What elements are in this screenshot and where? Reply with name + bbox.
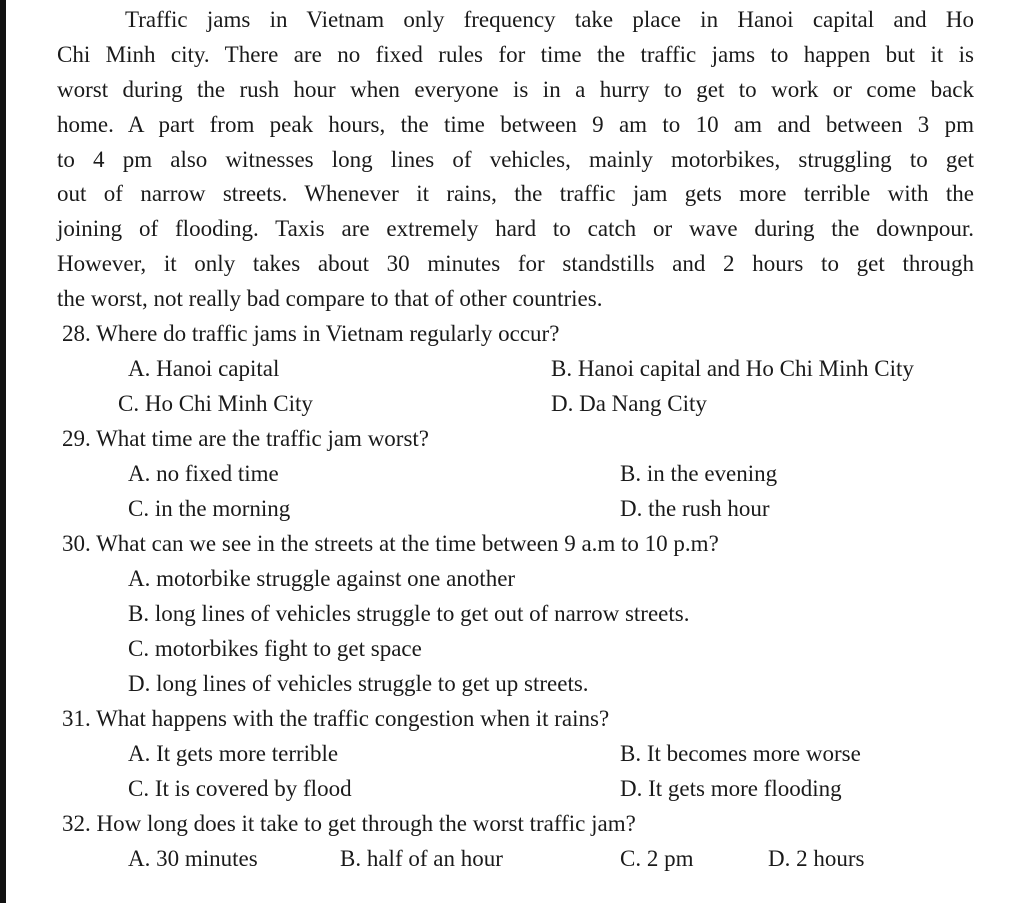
option-b: B. Hanoi capital and Ho Chi Minh City	[551, 356, 914, 381]
passage-line: joining of flooding. Taxis are extremely hard to catch or wave during the downpour.	[57, 216, 974, 241]
option-b: B. half of an hour	[340, 846, 503, 871]
option-b: B. in the evening	[620, 461, 778, 486]
left-edge-shadow	[0, 0, 6, 903]
passage-line: worst during the rush hour when everyone is in a hurry to get to work or come back	[57, 77, 974, 102]
option-a: A. 30 minutes	[128, 846, 258, 871]
option-c: C. 2 pm	[620, 846, 694, 871]
question-text: 28. Where do traffic jams in Vietnam regularly occur?	[62, 321, 560, 346]
option-d: D. the rush hour	[620, 496, 770, 521]
passage-line: Chi Minh city. There are no fixed rules for time the traffic jams to happen but it is	[57, 42, 974, 67]
option-c: C. It is covered by flood	[128, 776, 352, 801]
option-b: B. It becomes more worse	[620, 741, 861, 766]
option-d: D. long lines of vehicles struggle to get up streets.	[128, 671, 589, 696]
option-d: D. 2 hours	[768, 846, 865, 871]
passage-line: Traffic jams in Vietnam only frequency take place in Hanoi capital and Ho	[125, 7, 974, 32]
passage-line: to 4 pm also witnesses long lines of vehicles, mainly motorbikes, struggling to get	[57, 147, 974, 172]
option-b: B. long lines of vehicles struggle to get out of narrow streets.	[128, 601, 690, 626]
option-d: D. Da Nang City	[551, 391, 707, 416]
option-a: A. It gets more terrible	[128, 741, 339, 766]
option-c: C. in the morning	[128, 496, 291, 521]
passage-line: the worst, not really bad compare to that of other countries.	[57, 286, 603, 311]
option-a: A. no fixed time	[128, 461, 279, 486]
passage-line: out of narrow streets. Whenever it rains, the traffic jam gets more terrible with the	[57, 181, 974, 206]
option-d: D. It gets more flooding	[620, 776, 842, 801]
option-c: C. Ho Chi Minh City	[118, 391, 313, 416]
passage-line: However, it only takes about 30 minutes for standstills and 2 hours to get through	[57, 251, 974, 276]
question-text: 29. What time are the traffic jam worst?	[62, 426, 430, 451]
question-text: 31. What happens with the traffic congestion when it rains?	[62, 706, 610, 731]
passage-line: home. A part from peak hours, the time between 9 am to 10 am and between 3 pm	[57, 112, 974, 137]
question-text: 30. What can we see in the streets at the time between 9 a.m to 10 p.m?	[62, 531, 719, 556]
option-c: C. motorbikes fight to get space	[128, 636, 422, 661]
option-a: A. motorbike struggle against one another	[128, 566, 516, 591]
option-a: A. Hanoi capital	[128, 356, 280, 381]
question-text: 32. How long does it take to get through the worst traffic jam?	[62, 811, 636, 836]
